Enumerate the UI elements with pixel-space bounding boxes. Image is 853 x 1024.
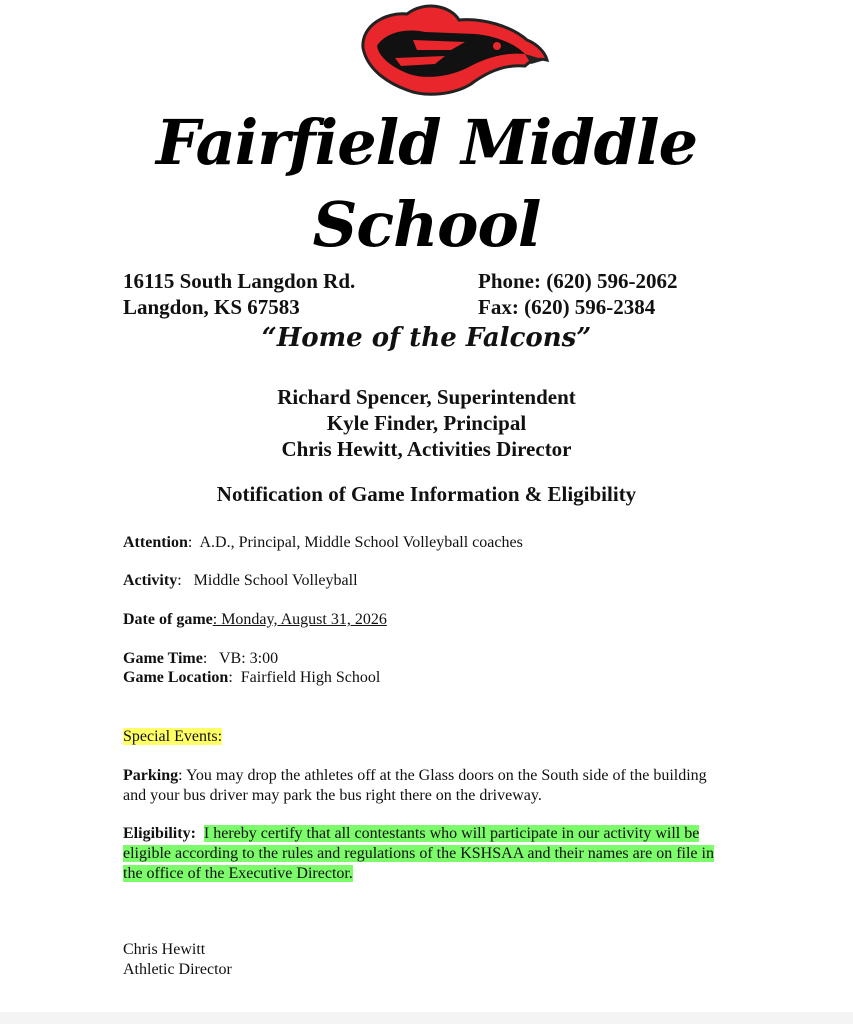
special-events-heading (123, 727, 222, 747)
staff-superintendent: Richard Spencer, Superintendent (277, 385, 576, 409)
activity-field: Activity: Middle School Volleyball (123, 572, 358, 589)
eligibility-paragraph (123, 824, 731, 884)
school-name-line-2: School (312, 188, 541, 261)
attention-value: A.D., Principal, Middle School Volleyball coaches (199, 534, 523, 551)
special-events-label: Special Events: (123, 728, 223, 745)
date-label: Date of game (123, 611, 213, 628)
address-line-1: 16115 South Langdon Rd. (123, 269, 356, 293)
location-label: Game Location (123, 669, 229, 686)
page-bottom-edge (0, 1012, 853, 1024)
falcon-head-logo-icon (355, 2, 551, 100)
fax-number: Fax: (620) 596-2384 (478, 295, 656, 319)
staff-principal: Kyle Finder, Principal (326, 411, 527, 435)
school-name-line-1: Fairfield Middle (155, 106, 698, 179)
time-field: Game Time: VB: 3:00 (123, 650, 279, 667)
notice-title: Notification of Game Information & Eligibility (216, 482, 637, 506)
date-field: Date of game: Monday, August 31, 2026 (123, 611, 387, 628)
activity-value: Middle School Volleyball (193, 572, 358, 589)
activity-label: Activity (123, 572, 178, 589)
location-field: Game Location: Fairfield High School (123, 669, 381, 686)
address-line-2: Langdon, KS 67583 (123, 295, 300, 319)
attention-label: Attention (123, 534, 188, 551)
tagline: “Home of the Falcons” (261, 323, 592, 353)
date-value: Monday, August 31, 2026 (221, 611, 387, 628)
phone-number: Phone: (620) 596-2062 (478, 269, 678, 293)
eligibility-label: Eligibility: (123, 825, 196, 842)
parking-label: Parking (123, 767, 179, 784)
signature-name: Chris Hewitt (123, 941, 206, 958)
parking-paragraph (123, 766, 733, 806)
location-value: Fairfield High School (240, 669, 381, 686)
staff-activities-director: Chris Hewitt, Activities Director (281, 437, 572, 461)
eligibility-text: I hereby certify that all contestants who will participate in our activity will be eligible according to the rules and regulations of the KSHSAA and their names are on file in the office of the Executive Director. (123, 825, 714, 882)
time-value: VB: 3:00 (219, 650, 279, 667)
signature-title: Athletic Director (123, 961, 232, 978)
parking-text: : You may drop the athletes off at the Glass doors on the South side of the building and your bus driver may park the bus right there on the driveway. (123, 767, 707, 804)
attention-field: Attention: A.D., Principal, Middle School Volleyball coaches (123, 534, 523, 551)
time-label: Game Time (123, 650, 203, 667)
